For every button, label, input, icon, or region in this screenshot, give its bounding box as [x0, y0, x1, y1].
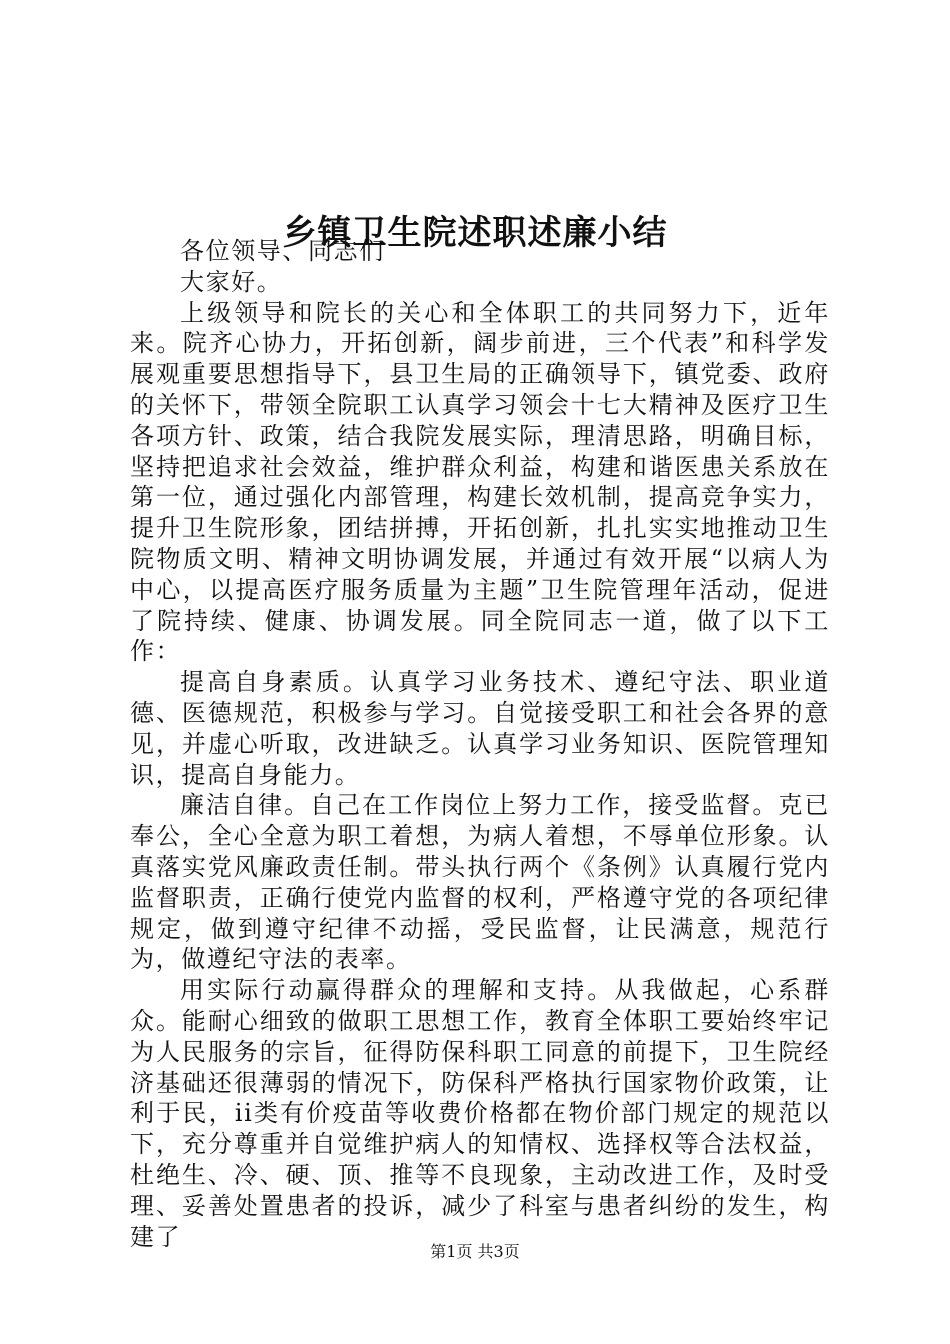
document-body: [130, 236, 830, 1252]
self-quality-paragraph: 提高自身素质。认真学习业务技术、遵纪守法、职业道德、医德规范，积极参与学习。自觉接受职工和社会各界的意见，并虚心听取，改进缺乏。认真学习业务知识、医院管理知识，提高自身能力。: [130, 668, 830, 789]
salutation-paragraph: 各位领导、同志们: [180, 237, 385, 265]
greeting-paragraph: 大家好。: [180, 267, 283, 296]
page-footer: 第1页 共3页: [430, 1242, 520, 1261]
document-title: 乡镇卫生院述职述廉小结: [282, 212, 668, 253]
integrity-paragraph: 廉洁自律。自己在工作岗位上努力工作，接受监督。克已奉公，全心全意为职工着想，为病人着想，不辱单位形象。认真落实党风廉政责任制。带头执行两个《条例》认真履行党内监督职责，正确行使党内监督的权利，严格遵守党的各项纪律规定，做到遵守纪律不动摇，受民监督，让民满意，规范行为，做遵纪守法的表率。: [130, 791, 830, 974]
intro-paragraph: 上级领导和院长的关心和全体职工的共同努力下，近年来。院齐心协力，开拓创新，阔步前进，三个代表”和科学发展观重要思想指导下，县卫生局的正确领导下，镇党委、政府的关怀下，带领全院职工认真学习领会十七大精神及医疗卫生各项方针、政策，结合我院发展实际，理清思路，明确目标，坚持把追求社会效益，维护群众利益，构建和谐医患关系放在第一位，通过强化内部管理，构建长效机制，提高竞争实力，提升卫生院形象，团结拼搏，开拓创新，扎扎实实地推动卫生院物质文明、精神文明协调发展，并通过有效开展“以病人为中心，以提高医疗服务质量为主题”卫生院管理年活动，促进了院持续、健康、协调发展。同全院同志一道，做了以下工作：: [130, 298, 830, 666]
public-support-paragraph: 用实际行动赢得群众的理解和支持。从我做起，心系群众。能耐心细致的做职工思想工作，教育全体职工要始终牢记为人民服务的宗旨，征得防保科职工同意的前提下，卫生院经济基础还很薄弱的情况下，防保科严格执行国家物价政策，让利于民，ii类有价疫苗等收费价格都在物价部门规定的规范以下，充分尊重并自觉维护病人的知情权、选择权等合法权益，杜绝生、冷、硬、顶、推等不良现象，主动改进工作，及时受理、妥善处置患者的投诉，减少了科室与患者纠纷的发生，构建了: [130, 976, 830, 1251]
